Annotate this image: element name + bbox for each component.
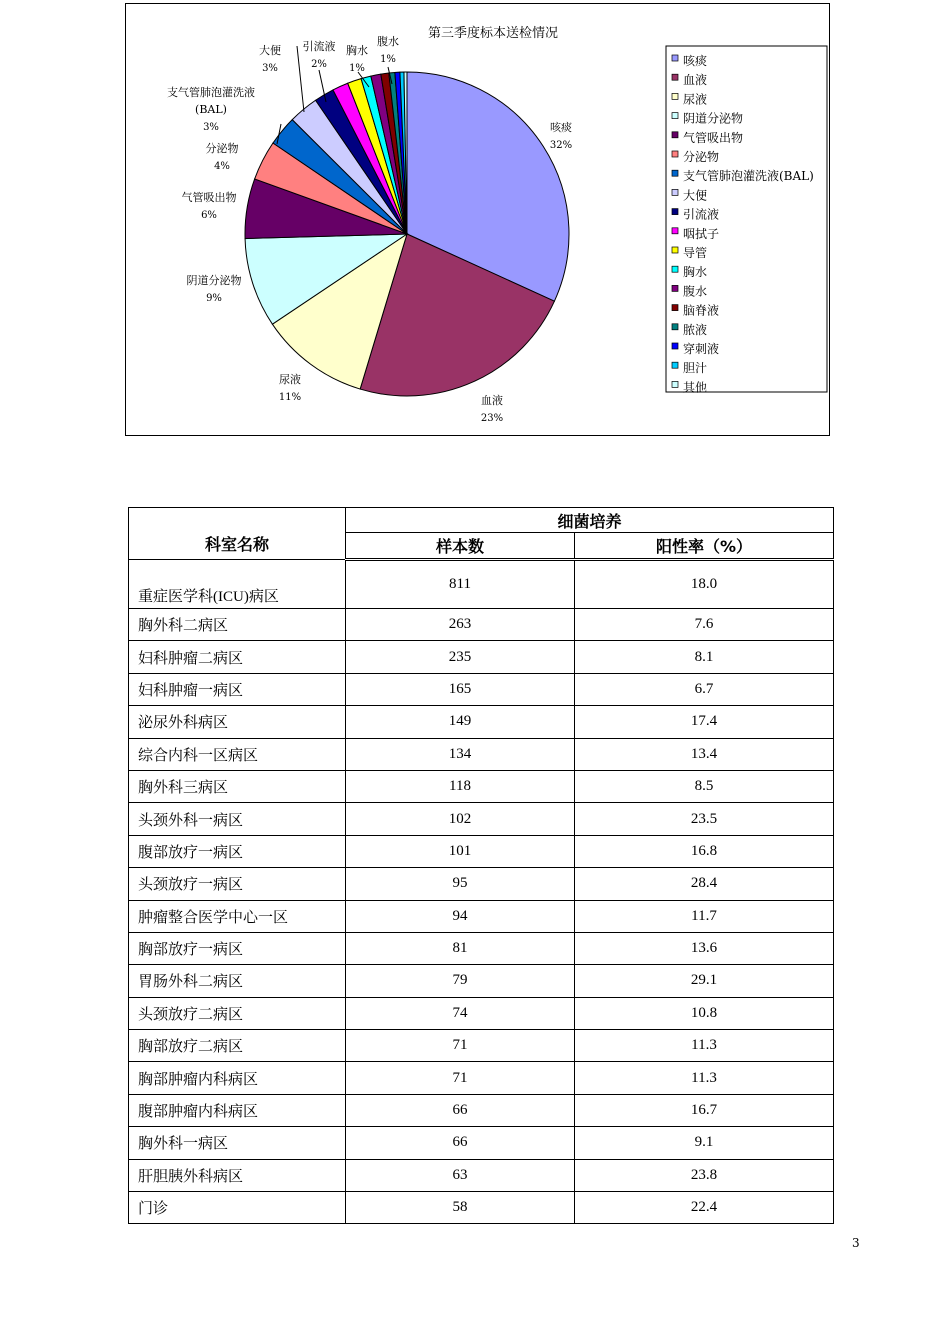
slice-label: 阴道分泌物 9%	[186, 274, 242, 304]
sample-count-cell: 95	[346, 868, 575, 900]
pie-chart-svg	[126, 4, 831, 437]
legend-swatch	[672, 170, 678, 176]
legend-label: 尿液	[683, 92, 708, 107]
slice-label: 分泌物 4%	[205, 142, 239, 172]
positive-rate-cell: 23.8	[575, 1159, 834, 1191]
department-cell: 泌尿外科病区	[129, 706, 346, 738]
table-row	[129, 673, 834, 705]
table-header-row-1	[129, 508, 834, 533]
department-cell: 重症医学科(ICU)病区	[129, 560, 346, 609]
table-row	[129, 770, 834, 802]
legend-swatch	[672, 189, 678, 195]
header-department: 科室名称	[129, 508, 346, 560]
department-cell: 胸外科一病区	[129, 1127, 346, 1159]
table-row	[129, 965, 834, 997]
legend-swatch	[672, 324, 678, 330]
department-cell: 肿瘤整合医学中心一区	[129, 900, 346, 932]
legend-swatch	[672, 343, 678, 349]
legend-swatch	[672, 228, 678, 234]
slice-label: 引流液 2%	[302, 40, 336, 70]
table-row	[129, 1159, 834, 1191]
positive-rate-cell: 28.4	[575, 868, 834, 900]
positive-rate-cell: 8.5	[575, 770, 834, 802]
legend-label: 穿刺液	[683, 342, 720, 356]
sample-count-cell: 71	[346, 1062, 575, 1094]
department-cell: 胸外科三病区	[129, 770, 346, 802]
sample-count-cell: 811	[346, 560, 575, 609]
department-cell: 门诊	[129, 1192, 346, 1224]
positive-rate-cell: 16.8	[575, 835, 834, 867]
department-cell: 胸部放疗二病区	[129, 1030, 346, 1062]
sample-count-cell: 58	[346, 1192, 575, 1224]
positive-rate-cell: 6.7	[575, 673, 834, 705]
sample-count-cell: 165	[346, 673, 575, 705]
positive-rate-cell: 10.8	[575, 997, 834, 1029]
legend-swatch	[672, 247, 678, 253]
legend-swatch	[672, 266, 678, 272]
positive-rate-cell: 13.4	[575, 738, 834, 770]
table-row	[129, 835, 834, 867]
slice-label: 胸水 1%	[346, 44, 368, 74]
sample-count-cell: 63	[346, 1159, 575, 1191]
sample-count-cell: 263	[346, 609, 575, 641]
positive-rate-cell: 17.4	[575, 706, 834, 738]
positive-rate-cell: 16.7	[575, 1094, 834, 1126]
sample-count-cell: 79	[346, 965, 575, 997]
table-row	[129, 641, 834, 673]
leader-line	[297, 46, 304, 112]
sample-count-cell: 74	[346, 997, 575, 1029]
legend-label: 导管	[683, 246, 708, 260]
positive-rate-cell: 11.3	[575, 1062, 834, 1094]
page-number: 3	[852, 1236, 860, 1250]
department-cell: 头颈外科一病区	[129, 803, 346, 835]
slice-label: 腹水 1%	[377, 35, 399, 65]
sample-count-cell: 101	[346, 835, 575, 867]
department-cell: 胸部肿瘤内科病区	[129, 1062, 346, 1094]
department-cell: 胸外科二病区	[129, 609, 346, 641]
positive-rate-cell: 8.1	[575, 641, 834, 673]
pie-chart	[125, 3, 830, 436]
table-row	[129, 900, 834, 932]
legend-swatch	[672, 362, 678, 368]
slice-label: 尿液 11%	[278, 373, 302, 403]
department-cell: 胸部放疗一病区	[129, 932, 346, 964]
legend-label: 其他	[683, 380, 708, 395]
legend-label: 胸水	[683, 265, 708, 280]
positive-rate-cell: 11.7	[575, 900, 834, 932]
department-cell: 头颈放疗一病区	[129, 868, 346, 900]
sample-count-cell: 102	[346, 803, 575, 835]
department-cell: 妇科肿瘤一病区	[129, 673, 346, 705]
legend-label: 分泌物	[683, 150, 720, 164]
table-row	[129, 560, 834, 609]
table-row	[129, 706, 834, 738]
slice-label: 血液 23%	[480, 394, 504, 424]
legend-swatch	[672, 381, 678, 387]
positive-rate-cell: 29.1	[575, 965, 834, 997]
legend-swatch	[672, 132, 678, 138]
sample-count-cell: 149	[346, 706, 575, 738]
chart-title: 第三季度标本送检情况	[427, 26, 559, 41]
legend-label: 腹水	[683, 284, 708, 299]
slice-label: 气管吸出物 6%	[181, 191, 237, 221]
legend-swatch	[672, 209, 678, 215]
table-row	[129, 1062, 834, 1094]
department-cell: 妇科肿瘤二病区	[129, 641, 346, 673]
sample-count-cell: 118	[346, 770, 575, 802]
sample-count-cell: 134	[346, 738, 575, 770]
legend-swatch	[672, 305, 678, 311]
legend-label: 咳痰	[683, 54, 708, 68]
positive-rate-cell: 23.5	[575, 803, 834, 835]
legend-label: 脑脊液	[683, 303, 720, 318]
table-row	[129, 803, 834, 835]
table-row	[129, 1030, 834, 1062]
sample-count-cell: 66	[346, 1127, 575, 1159]
legend-label: 血液	[683, 73, 708, 88]
positive-rate-cell: 22.4	[575, 1192, 834, 1224]
legend-label: 脓液	[683, 322, 708, 337]
legend-label: 阴道分泌物	[683, 111, 744, 126]
legend-label: 胆汁	[683, 361, 708, 376]
slice-label: 大便 3%	[259, 44, 281, 74]
table-row	[129, 738, 834, 770]
sample-count-cell: 235	[346, 641, 575, 673]
legend-label: 支气管肺泡灌洗液(BAL)	[683, 169, 814, 184]
legend-swatch	[672, 93, 678, 99]
department-cell: 综合内科一区病区	[129, 738, 346, 770]
positive-rate-cell: 18.0	[575, 560, 834, 609]
department-cell: 头颈放疗二病区	[129, 997, 346, 1029]
positive-rate-cell: 13.6	[575, 932, 834, 964]
table-row	[129, 1127, 834, 1159]
header-sample-count: 样本数	[346, 533, 575, 560]
slice-label: 咳痰 32%	[549, 121, 573, 151]
legend-swatch	[672, 55, 678, 61]
legend-label: 引流液	[683, 207, 720, 222]
table-row	[129, 609, 834, 641]
department-cell: 腹部放疗一病区	[129, 835, 346, 867]
department-cell: 胃肠外科二病区	[129, 965, 346, 997]
sample-count-cell: 94	[346, 900, 575, 932]
department-cell: 肝胆胰外科病区	[129, 1159, 346, 1191]
legend-label: 咽拭子	[683, 226, 720, 241]
table-row	[129, 1192, 834, 1224]
legend-swatch	[672, 285, 678, 291]
header-positive-rate: 阳性率（%）	[575, 533, 834, 560]
legend-swatch	[672, 151, 678, 157]
positive-rate-cell: 9.1	[575, 1127, 834, 1159]
department-cell: 腹部肿瘤内科病区	[129, 1094, 346, 1126]
sample-count-cell: 66	[346, 1094, 575, 1126]
legend-label: 大便	[683, 188, 708, 203]
table-row	[129, 932, 834, 964]
table-row	[129, 1094, 834, 1126]
culture-table	[128, 507, 834, 1224]
sample-count-cell: 71	[346, 1030, 575, 1062]
slice-label: 支气管肺泡灌洗液(BAL) 3%	[167, 86, 255, 133]
table-row	[129, 868, 834, 900]
table-row	[129, 997, 834, 1029]
legend-swatch	[672, 113, 678, 119]
header-bacterial-culture: 细菌培养	[346, 508, 834, 533]
legend-swatch	[672, 74, 678, 80]
legend-label: 气管吸出物	[683, 130, 744, 145]
positive-rate-cell: 11.3	[575, 1030, 834, 1062]
sample-count-cell: 81	[346, 932, 575, 964]
positive-rate-cell: 7.6	[575, 609, 834, 641]
